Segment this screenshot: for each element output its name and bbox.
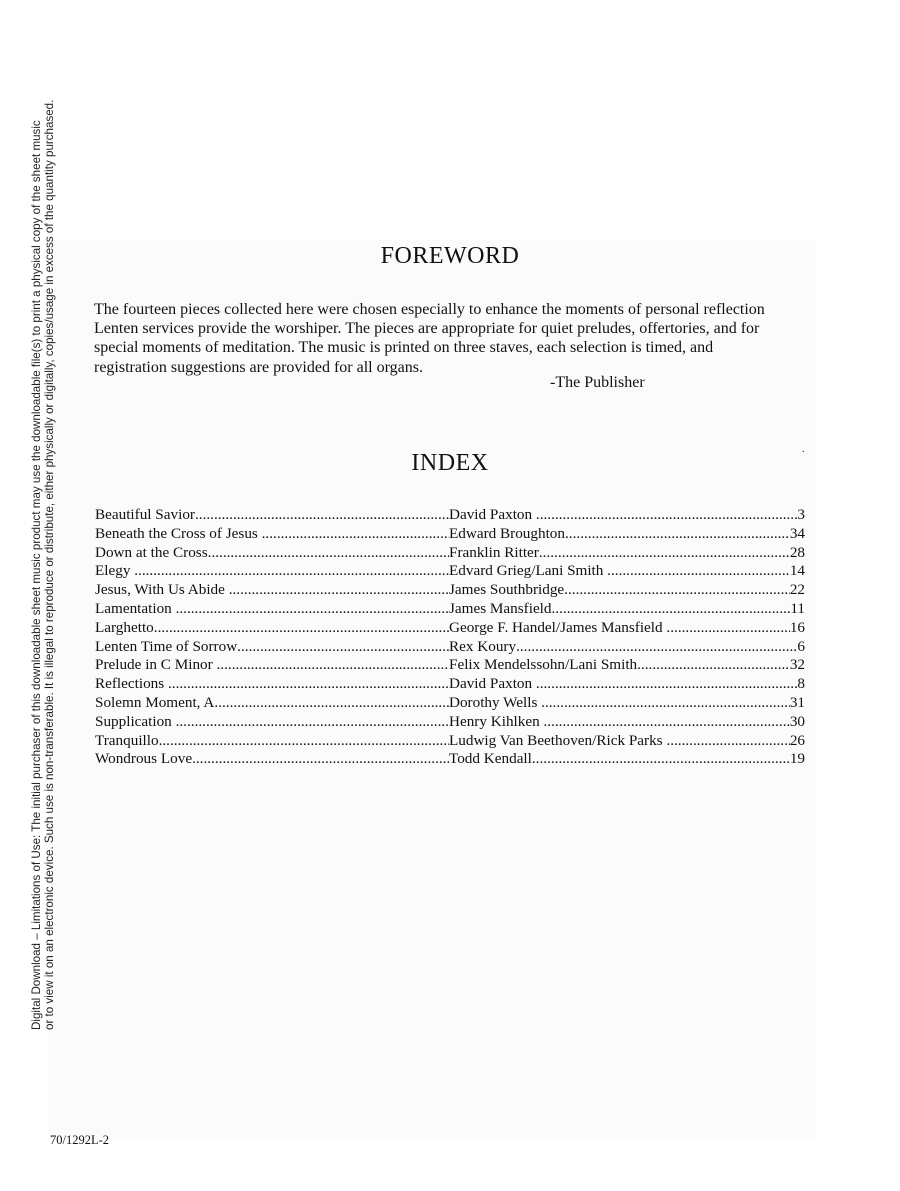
index-composer-column (449, 544, 805, 563)
piece-title: Down at the Cross (95, 543, 208, 561)
index-composer-column (449, 619, 805, 638)
dot-leader (666, 732, 789, 751)
page-number: 30 (789, 712, 805, 730)
index-entry (95, 656, 805, 675)
composer-name: Edvard Grieg/Lani Smith (449, 562, 608, 580)
dot-leader (229, 581, 449, 600)
index-composer-column (449, 656, 805, 675)
index-entry (95, 581, 805, 600)
composer-name: Ludwig Van Beethoven/Rick Parks (449, 731, 667, 749)
composer-name: Todd Kendall (449, 750, 532, 768)
composer-name: Franklin Ritter (449, 543, 539, 561)
index-entry (95, 638, 805, 657)
dot-leader (134, 562, 449, 581)
dot-leader (154, 619, 449, 638)
foreword-line: special moments of meditation. The music is printed on three staves, each selection is timed, and (94, 339, 714, 357)
page-number: 6 (797, 637, 805, 655)
dot-leader (543, 713, 789, 732)
page-number: 14 (789, 562, 805, 580)
index-entry (95, 694, 805, 713)
index-composer-column (449, 638, 805, 657)
dot-leader (176, 600, 449, 619)
index-title-column (95, 600, 449, 619)
index-title-column (95, 638, 449, 657)
dot-leader (536, 506, 798, 525)
dot-leader (168, 675, 449, 694)
piece-title: Lamentation (95, 599, 176, 617)
index-composer-column (449, 506, 805, 525)
composer-name: David Paxton (449, 506, 536, 523)
dot-leader (176, 713, 449, 732)
dot-leader (159, 732, 449, 751)
index-heading: INDEX (411, 450, 489, 476)
index-composer-column (449, 525, 805, 544)
catalog-number: 70/1292L-2 (50, 1133, 110, 1147)
piece-title: Elegy (95, 562, 135, 580)
dot-leader (192, 750, 449, 769)
index-composer-column (449, 732, 805, 751)
composer-name: Rex Koury (449, 637, 517, 655)
index-title-column (95, 675, 449, 694)
composer-name: Felix Mendelssohn/Lani Smith (449, 656, 638, 674)
index-title-column (95, 750, 449, 769)
index-entry (95, 525, 805, 544)
index-title-column (95, 562, 449, 581)
dot-leader (237, 638, 449, 657)
foreword-line: The fourteen pieces collected here were chosen especially to enhance the moments of personal reflection (94, 301, 765, 318)
foreword-line: registration suggestions are provided for all organs. (94, 358, 423, 376)
usage-notice-line-2: or to view it on an electronic device. Such use is non-transferable. It is illegal to reproduce or distribute, either physically or digitally, copies/usage in excess of the quantity purchased. (43, 99, 56, 1030)
index-entry (95, 619, 805, 638)
index-list (95, 506, 805, 769)
index-title-column (95, 581, 449, 600)
piece-title: Jesus, With Us Abide (95, 581, 229, 599)
dot-leader (565, 525, 790, 544)
page-number: 19 (789, 750, 805, 768)
page-number: 8 (797, 675, 805, 693)
index-composer-column (449, 694, 805, 713)
composer-name: James Southbridge (449, 581, 565, 599)
piece-title: Lenten Time of Sorrow (95, 637, 238, 655)
usage-notice-text (30, 99, 56, 1030)
index-title-column (95, 525, 449, 544)
index-title-column (95, 619, 449, 638)
page-number: 22 (789, 581, 805, 599)
page-number: 3 (797, 506, 805, 523)
composer-name: David Paxton (449, 675, 536, 693)
foreword-line: Lenten services provide the worshiper. The pieces are appropriate for quiet preludes, offertories, and for (94, 320, 760, 338)
index-entry (95, 750, 805, 769)
index-composer-column (449, 562, 805, 581)
piece-title: Tranquillo (95, 731, 159, 749)
dot-leader (539, 544, 790, 563)
index-title-column (95, 656, 449, 675)
composer-name: James Mansfield (449, 599, 552, 617)
page-number: 26 (789, 731, 805, 749)
index-entry (95, 562, 805, 581)
dot-leader (536, 675, 798, 694)
publisher-signature: -The Publisher (550, 374, 645, 391)
index-title-column (95, 732, 449, 751)
index-entry (95, 675, 805, 694)
index-title-column (95, 506, 449, 525)
dot-leader (552, 600, 791, 619)
piece-title: Wondrous Love (95, 750, 193, 768)
index-composer-column (449, 675, 805, 694)
page-number: 28 (789, 543, 805, 561)
usage-notice (0, 0, 56, 1191)
page-number: 31 (789, 693, 805, 711)
dot-leader (214, 694, 449, 713)
page-number: 32 (789, 656, 805, 674)
index-entry (95, 713, 805, 732)
dot-leader (532, 750, 790, 769)
index-title-column (95, 713, 449, 732)
foreword-paragraph (94, 300, 814, 377)
index-entry (95, 600, 805, 619)
page-number: 34 (789, 524, 805, 542)
piece-title: Beautiful Savior (95, 506, 195, 523)
piece-title: Beneath the Cross of Jesus (95, 524, 262, 542)
dot-leader (262, 525, 449, 544)
index-entry (95, 544, 805, 563)
index-composer-column (449, 600, 805, 619)
piece-title: Solemn Moment, A (95, 693, 215, 711)
index-entry (95, 732, 805, 751)
dot-leader (666, 619, 789, 638)
index-entry (95, 506, 805, 525)
page-number: 11 (790, 599, 805, 617)
index-composer-column (449, 713, 805, 732)
dot-leader (637, 656, 790, 675)
index-title-column (95, 544, 449, 563)
dot-leader (516, 638, 797, 657)
piece-title: Supplication (95, 712, 176, 730)
index-composer-column (449, 750, 805, 769)
dot-leader (541, 694, 790, 713)
composer-name: Edward Broughton (449, 524, 565, 542)
dot-leader (607, 562, 790, 581)
piece-title: Prelude in C Minor (95, 656, 217, 674)
dot-leader (195, 506, 449, 525)
piece-title: Larghetto (95, 618, 154, 636)
composer-name: Dorothy Wells (449, 693, 542, 711)
usage-notice-line-1: Digital Download – Limitations of Use: The initial purchaser of this downloadable sheet music product may use the downloadable file(s) to print a physical copy of the sheet music (30, 120, 43, 1030)
foreword-heading: FOREWORD (380, 243, 520, 269)
index-title-column (95, 694, 449, 713)
piece-title: Reflections (95, 675, 168, 693)
dot-leader (564, 581, 790, 600)
composer-name: Henry Kihlken (449, 712, 544, 730)
index-composer-column (449, 581, 805, 600)
stray-mark: . (802, 444, 805, 455)
page-number: 16 (789, 618, 805, 636)
dot-leader (208, 544, 449, 563)
dot-leader (217, 656, 450, 675)
composer-name: George F. Handel/James Mansfield (449, 618, 667, 636)
